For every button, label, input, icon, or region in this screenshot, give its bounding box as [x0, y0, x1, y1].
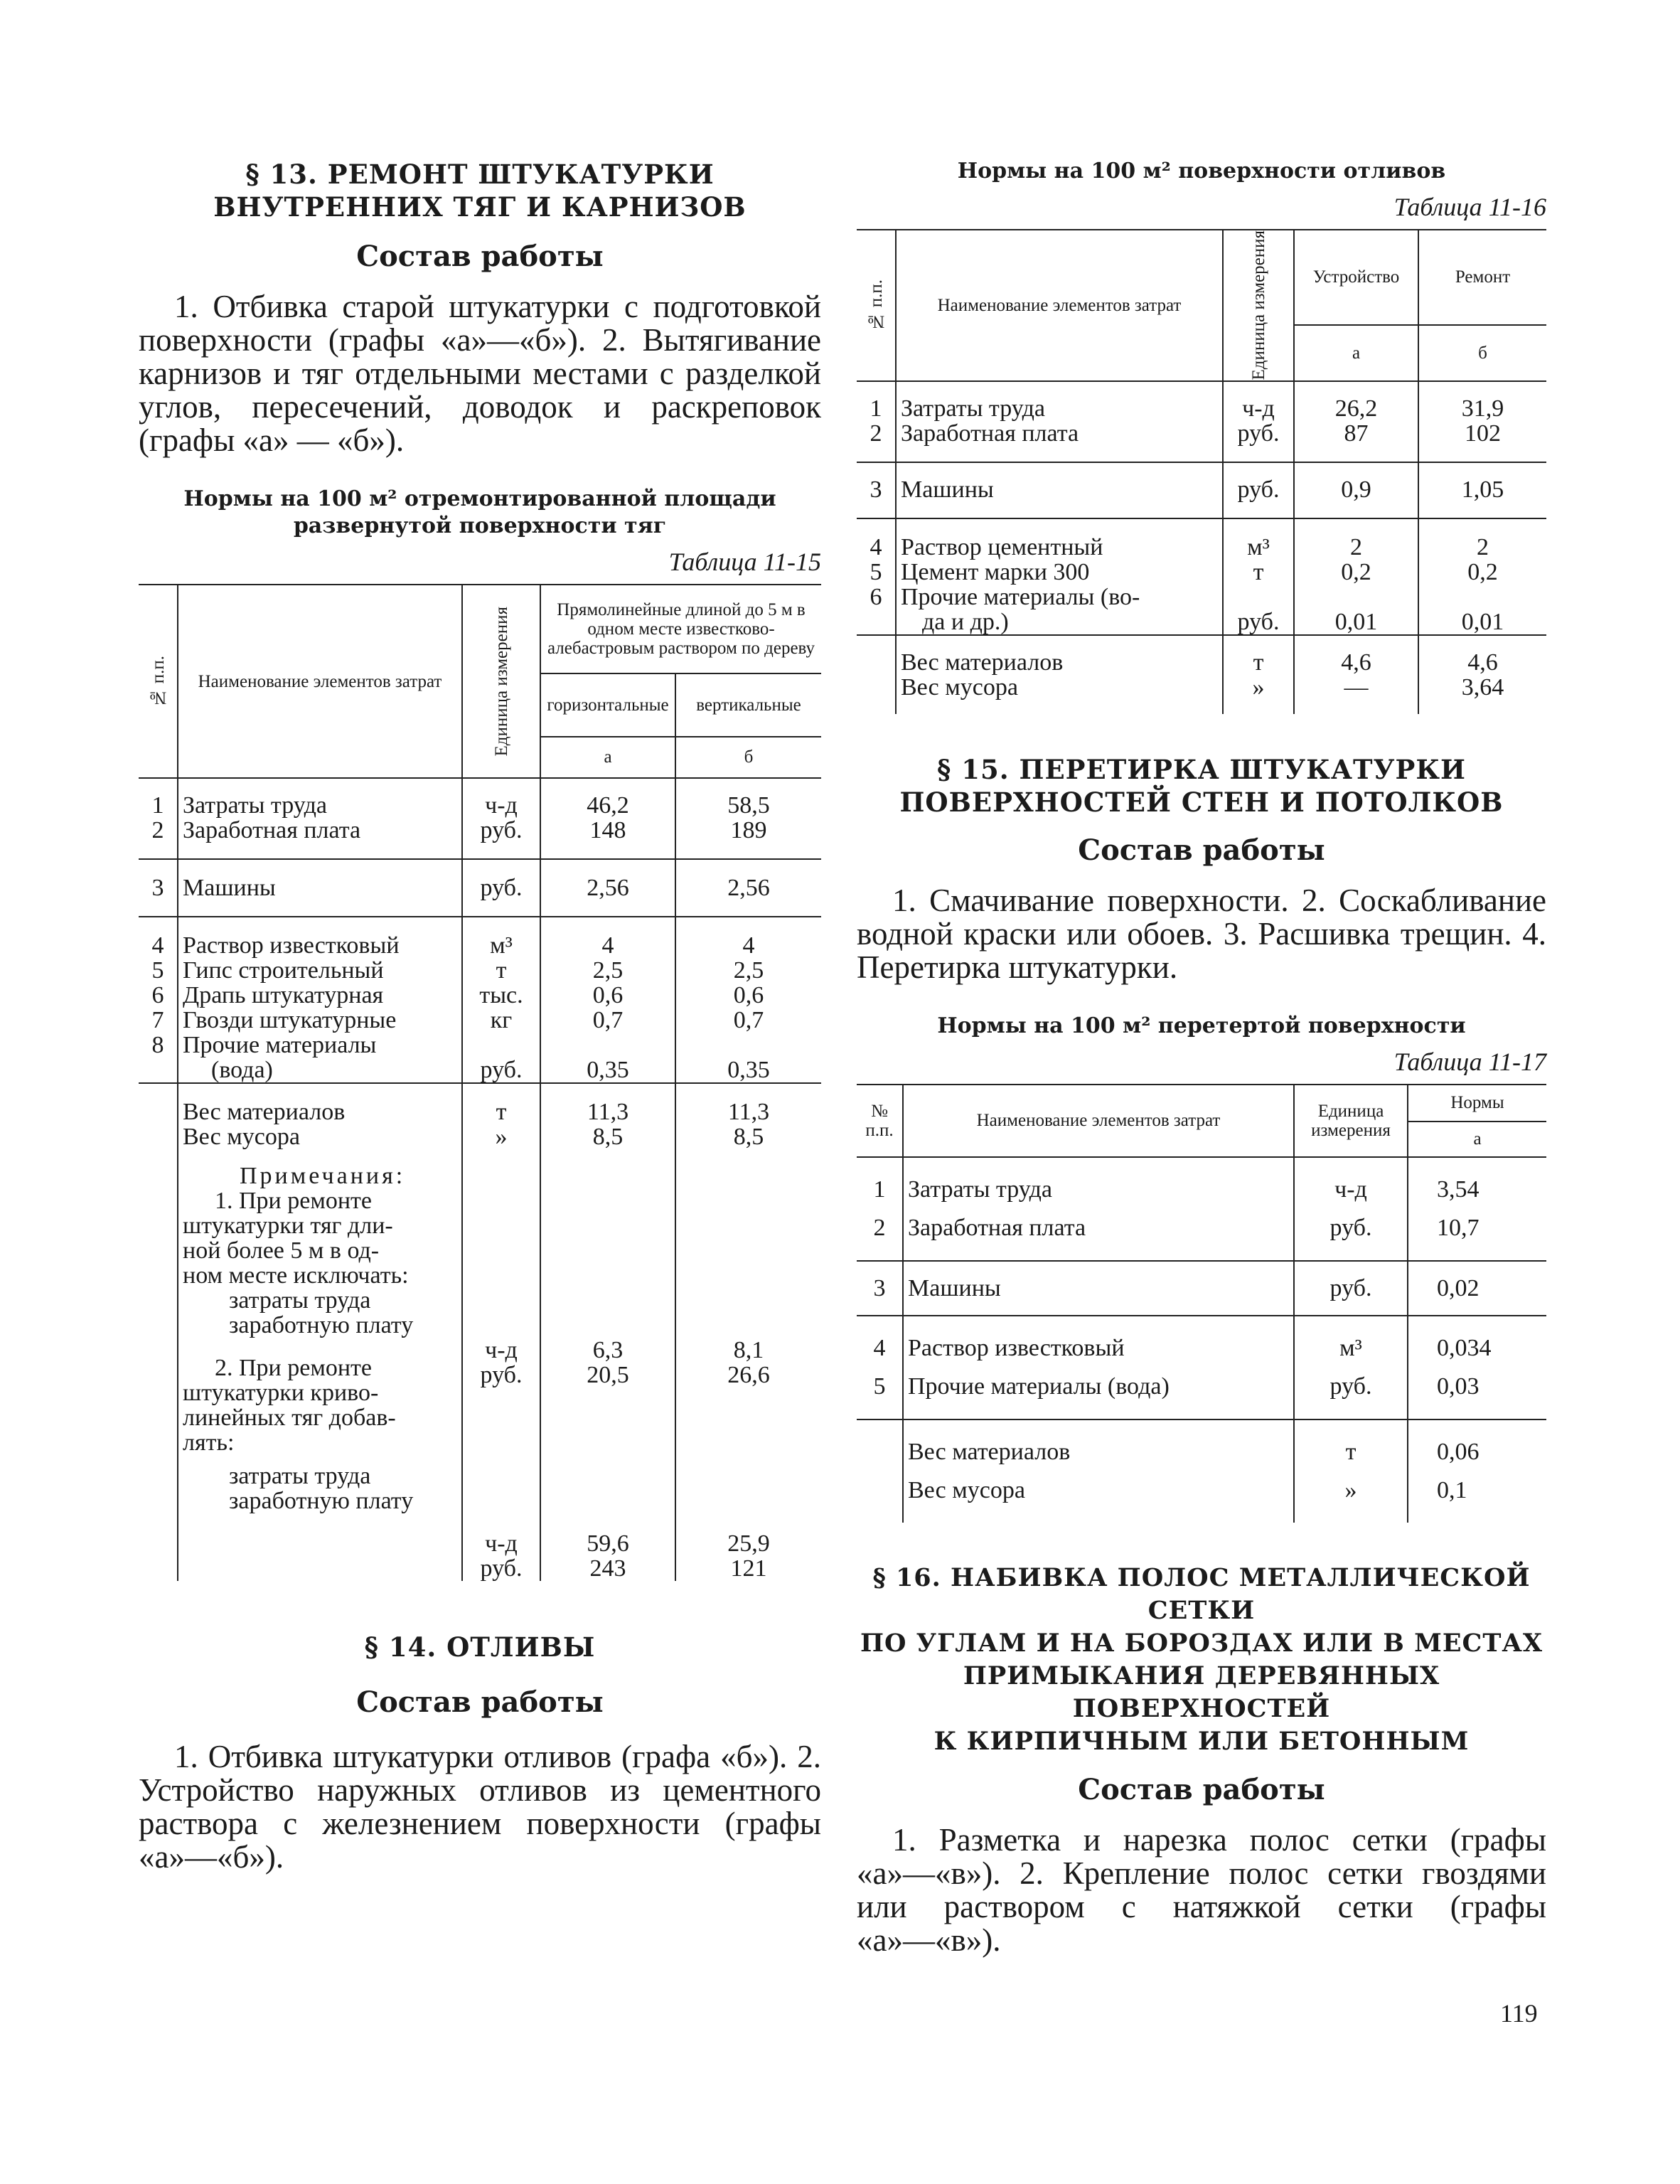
- col-b-header: Ремонт: [1418, 230, 1546, 325]
- col-group-header: Прямолинейные длиной до 5 м в одном месте известково-алебастровым раствором по дереву: [540, 585, 821, 673]
- col-name-header: Наименование элементов затрат: [903, 1085, 1294, 1157]
- col-unit-header: Единица измерения: [1248, 230, 1268, 380]
- section-14-title: § 14. ОТЛИВЫ: [364, 1631, 596, 1663]
- table-11-15-caption: Нормы на 100 м² отремонтированной площади развернутой поверхности тяг: [183, 486, 776, 538]
- table-11-15-number: Таблица 11-15: [668, 548, 821, 576]
- section-13-subtitle: Состав работы: [356, 240, 604, 273]
- col-a-letter: а: [540, 737, 675, 778]
- col-a-header: Устройство: [1294, 230, 1418, 325]
- right-column: [857, 158, 1546, 1957]
- col-b-letter: б: [744, 747, 754, 767]
- col-num-header: № п.п.: [148, 655, 168, 708]
- table-row: 3 Машины руб. 0,02: [857, 1261, 1546, 1316]
- table-11-15: [139, 584, 821, 1581]
- section-14-subtitle: Состав работы: [356, 1685, 604, 1719]
- table-row: 3 Машины руб. 2,56 2,56: [139, 859, 821, 917]
- left-column: [139, 158, 821, 1874]
- table-row: 1 2 Затраты труда Заработная плата ч-д руб. 26,2 87 31,9 102: [857, 381, 1546, 462]
- section-13-title: § 13. РЕМОНТ ШТУКАТУРКИ ВНУТРЕННИХ ТЯГ И КАРНИЗОВ: [213, 159, 747, 223]
- page-number: 119: [1500, 1999, 1538, 2028]
- col-num-header: № п.п.: [857, 1085, 903, 1157]
- table-row: Вес материалов Вес мусора т » 0,06 0,1: [857, 1419, 1546, 1523]
- table-11-16-number: Таблица 11-16: [1393, 193, 1546, 221]
- col-name-header: Наименование элементов затрат: [178, 585, 462, 778]
- section-16-title: § 16. НАБИВКА ПОЛОС МЕТАЛЛИЧЕСКОЙ СЕТКИ ПО УГЛАМ И НА БОРОЗДАХ ИЛИ В МЕСТАХ ПРИМЫКАНИЯ ДЕРЕВЯННЫХ ПОВЕРХНОСТЕЙ К КИРПИЧНЫМ ИЛИ БЕТОННЫМ: [860, 1562, 1543, 1756]
- col-a-letter: а: [1473, 1129, 1482, 1149]
- section-15-subtitle: Состав работы: [1078, 833, 1325, 867]
- section-13-text: 1. Отбивка старой штукатурки с подготовкой поверхности (графы «а»—«б»). 2. Вытягивание карнизов и тяг отдельными местами с разделкой углов, пересечений, доводок и раскреповок (графы «а» — «б»).: [139, 289, 821, 458]
- section-16-subtitle: Состав работы: [1078, 1772, 1325, 1806]
- table-row: 4 5 Раствор известковый Прочие материалы (вода) м³ руб. 0,034 0,03: [857, 1316, 1546, 1419]
- col-b-letter: б: [1478, 343, 1487, 363]
- table-11-17-number: Таблица 11-17: [1393, 1047, 1546, 1076]
- col-norm-header: Нормы: [1408, 1085, 1546, 1122]
- col-unit-header: Единица измерения: [491, 606, 511, 757]
- table-row: 3 Машины руб. 0,9 1,05: [857, 462, 1546, 518]
- table-11-17-caption: Нормы на 100 м² перетертой поверхности: [937, 1013, 1466, 1038]
- table-row: Вес материалов Вес мусора т » 4,6 — 4,6 3,64: [857, 635, 1546, 714]
- col-a-header: горизонтальные: [540, 673, 675, 737]
- table-11-16-caption: Нормы на 100 м² поверхности отливов: [957, 159, 1446, 183]
- table-11-17: [857, 1084, 1546, 1523]
- table-11-16: [857, 229, 1546, 714]
- section-15-title: § 15. ПЕРЕТИРКА ШТУКАТУРКИ ПОВЕРХНОСТЕЙ СТЕН И ПОТОЛКОВ: [899, 753, 1504, 818]
- section-14-text: 1. Отбивка штукатурки отливов (графа «б»). 2. Устройство наружных отливов из цементного раствора с железнением поверхности (графы «а»—«б»).: [139, 1739, 821, 1875]
- col-unit-header: Единица измерения: [1294, 1085, 1408, 1157]
- table-row: 4 5 6 7 8 Раствор известковый Гипс строительный Драпь штукатурная Гвозди штукатурные Прочие материалы (вода) м³ т тыс. кг руб. 4 2,5 0,6 0,7 0,35 4 2,5 0,6 0,7 0,35: [139, 917, 821, 1083]
- col-b-header: вертикальные: [675, 673, 821, 737]
- section-15-text: 1. Смачивание поверхности. 2. Соскабливание водной краски или обоев. 3. Расшивка трещин. 4. Перетирка штукатурки.: [857, 882, 1546, 985]
- col-num-header: № п.п.: [866, 279, 886, 331]
- table-row: 1 2 Затраты труда Заработная плата ч-д руб. 3,54 10,7: [857, 1157, 1546, 1261]
- section-16-text: 1. Разметка и нарезка полос сетки (графы «а»—«в»). 2. Крепление полос сетки гвоздями или раствором с натяжкой сетки (графы «а»—«в»).: [857, 1821, 1546, 1958]
- table-row: Вес материалов Вес мусора Примечания: 1. При ремонте штукатурки тяг дли- ной более 5 м в од- ном месте исключать: затраты труда заработную плату 2. При ремонте штукатурки криво- линейных тяг добав- лять: затраты труда заработную плату т » ч-д руб. ч-д руб. 11,3 8,5 6,3 20,5 59,6 243 11,3 8,5 8,1 26,6 25,9 121: [139, 1083, 821, 1581]
- table-row: 4 5 6 Раствор цементный Цемент марки 300 Прочие материалы (во- да и др.) м³ т руб. 2 0,2 0,01 2 0,2 0,01: [857, 518, 1546, 635]
- notes-title: Примечания:: [240, 1163, 406, 1189]
- col-a-letter: а: [1294, 325, 1418, 381]
- col-name-header: Наименование элементов затрат: [896, 230, 1223, 381]
- table-row: 1 2 Затраты труда Заработная плата ч-д руб. 46,2 148 58,5 189: [139, 778, 821, 859]
